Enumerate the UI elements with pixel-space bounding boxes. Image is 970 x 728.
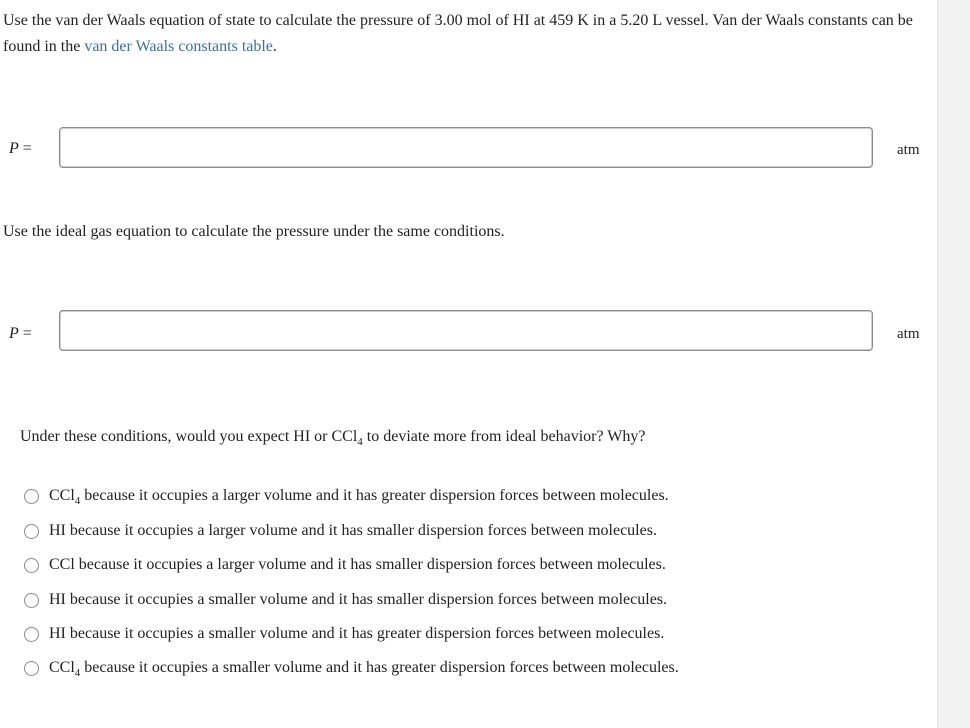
option-1-pre: CCl [49,487,75,504]
option-5-pre: HI because it occupies a smaller volume and it has greater dispersion forces between molecules. [49,625,665,642]
option-6-pre: CCl [49,659,75,676]
option-4-pre: HI because it occupies a smaller volume and it has smaller dispersion forces between molecules. [49,591,668,608]
pressure-label-2 [9,325,32,343]
equals-sign-2: = [18,325,32,342]
option-4[interactable] [24,591,667,609]
pressure-symbol-1: P [9,140,19,157]
option-text [49,659,679,677]
question-pre: Under these conditions, would you expect HI or CCl [20,428,358,445]
ideal-pressure-input[interactable] [59,310,873,351]
unit-label-1: atm [897,142,920,158]
deviation-question [20,428,645,446]
option-text [49,625,664,643]
option-1[interactable] [24,487,669,505]
option-text [49,556,666,574]
option-1-post: because it occupies a larger volume and it has greater dispersion forces between molecules. [80,487,669,504]
radio-icon[interactable] [24,524,39,539]
option-2-pre: HI because it occupies a larger volume and it has smaller dispersion forces between molecules. [49,522,657,539]
ideal-gas-prompt: Use the ideal gas equation to calculate the pressure under the same conditions. [3,223,505,240]
option-3[interactable] [24,556,666,574]
radio-icon[interactable] [24,593,39,608]
radio-icon[interactable] [24,661,39,676]
option-text [49,487,669,505]
option-1-sub: 4 [74,495,81,507]
option-6-sub: 4 [74,667,81,679]
option-text [49,522,657,540]
intro-end: . [272,38,277,55]
option-5[interactable] [24,625,664,643]
unit-label-2: atm [897,326,920,342]
option-text [49,591,667,609]
question-subscript: 4 [357,436,363,448]
intro-text: Use the van der Waals equation of state to calculate the pressure of 3.00 mol of HI at 459 K in a 5.20 L vessel. Van der Waals constants can be found in the [3,12,913,55]
question-post: to deviate more from ideal behavior? Why? [362,428,646,445]
equals-sign-1: = [18,140,32,157]
radio-icon[interactable] [24,627,39,642]
option-3-pre: CCl because it occupies a larger volume and it has smaller dispersion forces between molecules. [49,556,666,573]
option-6-post: because it occupies a smaller volume and it has greater dispersion forces between molecules. [80,659,679,676]
radio-icon[interactable] [24,489,39,504]
constants-table-link[interactable]: van der Waals constants table [84,38,273,55]
question-intro [3,8,923,60]
scrollbar[interactable] [937,0,970,728]
option-2[interactable] [24,522,657,540]
radio-icon[interactable] [24,558,39,573]
pressure-symbol-2: P [9,325,19,342]
pressure-label-1 [9,140,32,158]
option-6[interactable] [24,659,679,677]
vdw-pressure-input[interactable] [59,127,873,168]
